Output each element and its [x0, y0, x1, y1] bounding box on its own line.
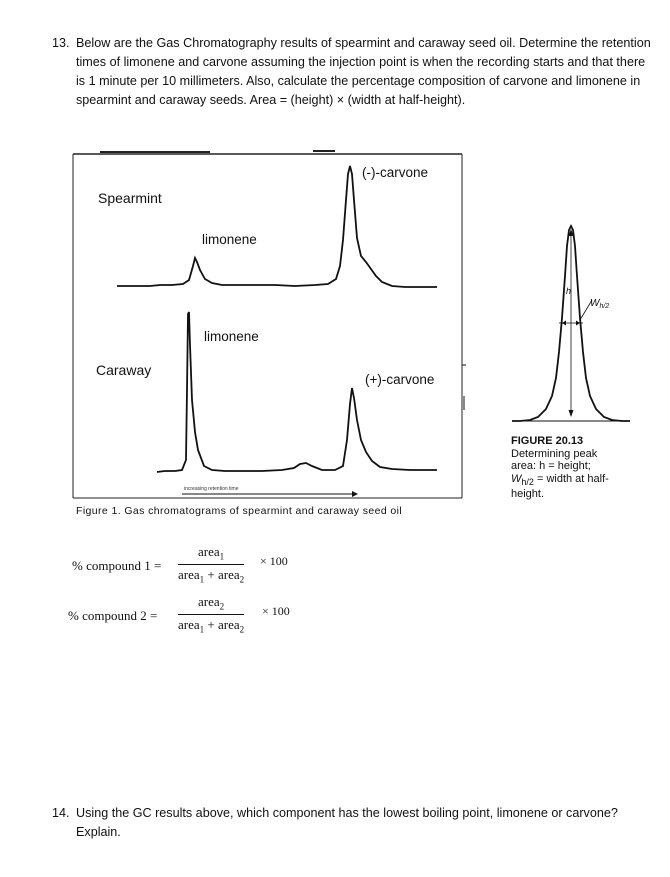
question-14-text: Using the GC results above, which component has the lowest boiling point, limonene or carvone? Explain. [76, 806, 618, 839]
formula-compound-1 [72, 544, 332, 592]
formula-1-denominator: area$_1$ + area$_2$ [178, 566, 245, 585]
formula-compound-2 [68, 594, 328, 642]
question-13-number: 13. [52, 36, 70, 50]
figure-20-13-line1: Determining peak [511, 447, 598, 460]
figure-20-13-line3: $W_{h/2}$ = width at half- [511, 472, 609, 487]
question-14 [52, 804, 652, 842]
retention-axis-note: increasing retention time [184, 486, 239, 492]
formula-2-numerator: area$_2$ [178, 594, 244, 615]
formula-2-denominator: area$_1$ + area$_2$ [178, 616, 245, 635]
spearmint-trace [117, 166, 437, 287]
caraway-carvone-label: (+)-carvone [365, 372, 435, 387]
h-label: h [566, 286, 572, 296]
retention-axis-arrow [182, 486, 358, 497]
figure-20-13-line2: area: h = height; [511, 460, 591, 472]
spearmint-limonene-label: limonene [202, 232, 257, 247]
formula-2-times100: × 100 [262, 604, 290, 618]
formula-1-label: % compound 1 = [72, 558, 162, 573]
formula-1-fraction [178, 544, 244, 584]
w-label: $W_{h/2}$ [590, 298, 610, 310]
formula-2-fraction [178, 594, 244, 634]
question-14-number: 14. [52, 806, 70, 820]
caraway-label: Caraway [96, 362, 152, 378]
formula-2-label: % compound 2 = [68, 608, 158, 623]
question-13-text: Below are the Gas Chromatography results of spearmint and caraway seed oil. Determine the retention times of limonene and carvone assuming the injection point is when the recording starts and that there is 1 minute per 10 millimeters. Also, calculate the percentage composition of carvone and limonene in spearmint and caraway seeds. Area = (height) × (width at half-height). [76, 36, 651, 107]
figure-1-caption: Figure 1. Gas chromatograms of spearmint and caraway seed oil [76, 505, 403, 517]
formula-1-numerator: area$_1$ [178, 544, 244, 565]
figure-20-13-title: FIGURE 20.13 [511, 435, 584, 447]
figure-20-13-line4: height. [511, 488, 545, 501]
caraway-limonene-label: limonene [204, 329, 259, 344]
formula-1-times100: × 100 [260, 554, 288, 568]
spearmint-carvone-label: (-)-carvone [362, 165, 429, 180]
spearmint-label: Spearmint [98, 190, 162, 206]
caraway-trace [157, 312, 437, 472]
peak-area-diagram [512, 226, 630, 421]
figure-20-13-caption [511, 435, 641, 501]
